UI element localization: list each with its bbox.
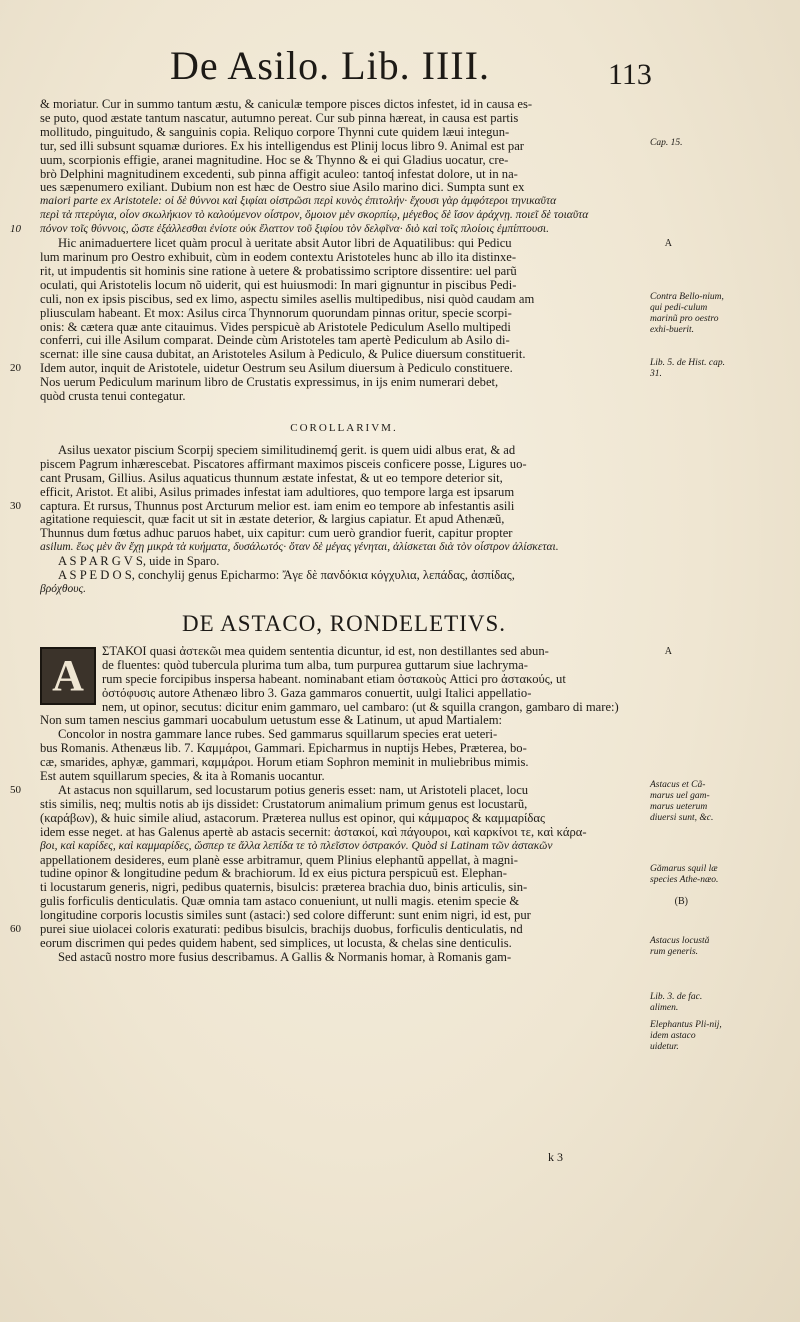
text-line: ti locustarum generis, nigri, pedibus quaternis, bisulcis: præterea brachia duo, binis articulis, sin- xyxy=(40,881,528,895)
running-head-title: De Asilo. Lib. IIII. xyxy=(170,43,490,88)
text-line: bus Romanis. Athenæus lib. 7. Καμμάροι, Gammari. Epicharmus in nuptijs Hebes, Præterea, bo- xyxy=(40,742,527,756)
text-line: cæ, smarides, aphyæ, gammari, καμμάροι. Horum etiam Sophron meminit in muliebribus mimis. xyxy=(40,756,529,770)
greek-line: περὶ τὰ πτερύγια, οἷον σκωλήκιον τὸ καλούμενον οἶστρον, ὅμοιον μὲν σκορπίῳ, μέγεθος δὲ ἴσον ἀράχνῃ. ποιεῖ δὲ τοιαῦτα xyxy=(40,209,589,222)
text-line: eorum discrimen qui pedes quidem habent, sed simplices, ut locusta, & chelas sine denticulis. xyxy=(40,936,512,950)
text-line: oculati, qui Aristotelis locum nõ uiderit, qui est huiusmodi: In mari gignuntur in piscibus Pedi- xyxy=(40,278,517,292)
text-line: tudine opinor & longitudine pedum & brachiorum. Id ex eius pictura perspicuũ est. Elephan- xyxy=(40,867,507,881)
text-line: ues sæpenumero exiliant. Dubium non est hæc de Oestro siue Asilo marino dici. Sumpta sunt ex xyxy=(40,181,525,195)
text-line xyxy=(10,498,648,514)
text-line: mollitudo, pinguitudo, & sanguinis copia. Reliquo corpore Thynni cute quidem læui integun- xyxy=(40,125,510,139)
corollarium-heading: COROLLARIVM. xyxy=(290,421,398,434)
aspedos-entry: A S P E D O S, conchylij genus Epicharmo: Ἄγε δὲ πανδόκια κόγχυλια, λεπάδας, ἀσπίδας, xyxy=(58,569,515,583)
text-line: agitatione requiescit, quæ facit ut sit in æstate deterior, & largius capiatur. Et apud Athenæũ, xyxy=(40,513,505,527)
text-line xyxy=(10,782,648,798)
text-line xyxy=(40,894,688,909)
text-line: onis: & cætera quæ ante citauimus. Vides perspicuè ab Aristotele Pediculum Asello multipedi xyxy=(40,320,511,334)
margin-letter-a: A xyxy=(664,645,672,657)
text-line: rum specie forcipibus inspersa habeant. nominabant etiam ὀστακοὺς Attici pro ἀστακούς, ut xyxy=(102,672,566,686)
line-number-10: 10 xyxy=(10,223,21,236)
marginal-note: Contra Bello-nium, qui pedi-culum marinũ pro oestro exhi-buerit. xyxy=(650,292,724,335)
text-content: Idem autor, inquit de Aristotele, uidetur Oestrum seu Asilum diuersum à Pediculo constituere. xyxy=(40,361,513,376)
text-line: piscem Pagrum inhærescebat. Piscatores affirmant maximos pisceis conficere posse, Ligures uo- xyxy=(40,457,527,471)
paragraph-2 xyxy=(10,236,672,404)
corollarium-text xyxy=(10,443,648,597)
text-content: At astacus non squillarum, sed locustarum potius generis esset: nam, ut Aristoteli placet, locu xyxy=(58,782,529,797)
text-line: culi, non ex ipsis piscibus, sed ex limo, aspectu similes asellis multipedibus, nisi quòd caudam am xyxy=(40,292,535,306)
greek-line: asilum. ἕως μὲν ἂν ἔχῃ μικρὰ τὰ κυήματα, δυσάλωτός· ὅταν δὲ μέγας γένηται, ἁλίσκεται διὰ τὸν οἶστρον ἁλίσκεται. xyxy=(40,541,559,554)
text-line: efficit, Aristot. Et alibi, Asilus primades infestat iam adultiores, quo tempore larga est ipsarum xyxy=(40,485,515,499)
text-line: Concolor in nostra gammare lance rubes. Sed gammarus squillarum species erat ueteri- xyxy=(58,728,498,742)
text-line: scernat: ille sine causa dubitat, an Aristoteles Asilum à Pediculo, & Pulice diuersum constituerit. xyxy=(40,348,526,362)
greek-line xyxy=(10,223,648,237)
text-line: Sed astacũ nostro more fusius describamus. A Gallis & Normanis homar, à Romanis gam- xyxy=(58,950,512,964)
text-line: brò Delphini magnitudinem excedenti, sub pinna affigit aculeo: tantoq́ infestat dolore, ut in na- xyxy=(40,167,518,181)
text-line: uum, scorpionis effigie, aranei magnitudine. Hoc se & Thynno & ei qui Gladius uocatur, cre- xyxy=(40,153,509,167)
text-line: Asilus uexator piscium Scorpij speciem similitudinemq́ gerit. is quem uidi albus erat, & ad xyxy=(58,443,516,457)
text-line xyxy=(10,922,648,937)
asparagus-entry: A S P A R G V S, uide in Sparo. xyxy=(58,555,220,569)
text-line: pliusculam habeant. Et mox: Asilus circa Thynnorum quorundam pinnas oritur, specie scorpi- xyxy=(40,306,512,320)
text-line: Thunnus dum fœtus adhuc paruos habet, uix capitur: cum uerò grandior fuerit, capitur propter xyxy=(40,527,513,541)
margin-letter-a: A xyxy=(664,238,672,250)
signature-mark: k 3 xyxy=(548,1150,563,1164)
text-line: appellationem desideres, eum planè esse arbitramur, quem Plinius elephantũ appellat, à magni- xyxy=(40,853,518,867)
text-line: cant Prusam, Gillius. Asilus aquaticus thunnum æstate infestat, & ut eo tempore deterior sit, xyxy=(40,471,503,485)
text-content: purei siue uiolacei coloris exaturati: pedibus bisulcis, brachijs duobus, forficulis denticulatis, nd xyxy=(40,922,523,937)
text-line: stis similis, neq; multis notis ab ijs dissidet: Crustatorum animalium primum genus est locustarũ, xyxy=(40,797,528,811)
decorated-initial: A xyxy=(40,647,96,705)
aspedos-entry-cont: βρόχθους. xyxy=(40,583,87,595)
text-content: captura. Et rursus, Thunnus post Arcturum melior est. iam enim eo tempore ab infestantis asili xyxy=(40,498,515,513)
marginal-note: Cap. 15. xyxy=(650,138,683,148)
text-line xyxy=(10,361,648,376)
text-line: & moriatur. Cur in summo tantum æstu, & caniculæ tempore pisces dictos infestet, id in causa es- xyxy=(40,98,533,111)
text-line: lum marinum pro Oestro exhibuit, cùm in eodem contextu Aristoteles hunc ab illo ita distinxe- xyxy=(40,250,517,264)
marginal-note: Astacus locustă rum generis. xyxy=(650,936,710,957)
marginal-note: Elephantus Pli-nij, idem astaco uidetur. xyxy=(650,1020,722,1052)
paragraph-1 xyxy=(10,98,648,237)
text-line: Est autem squillarum species, & ita à Romanis uocantur. xyxy=(40,770,325,784)
text-line xyxy=(40,643,672,659)
section-heading: DE ASTACO, RONDELETIVS. xyxy=(182,610,506,636)
text-line: conferri, cui ille Asilum comparat. Deinde cùm Aristoteles tam apertè Pediculum ab Asilo di- xyxy=(40,334,510,348)
greek-line: βοι, καὶ καρίδες, καὶ καμμαρίδες, ὥσπερ τε ἄλλα λεπίδα τε τὸ πλεῖστον ὀστρακόν. Quòd si Latinam τῶν ἀστακῶν xyxy=(40,839,553,852)
marginal-note: Astacus et Cã-marus uel gam-marus ueterum diuersi sunt, &c. xyxy=(650,780,714,823)
marginal-note: Lib. 3. de fac. alimen. xyxy=(650,992,703,1013)
greek-text: πόνον τοῖς θύννοις, ὥστε ἐξάλλεσθαι ἐνίοτε οὐκ ἔλαττον τοῦ ξιφίου τὸν δελφῖνα· διὸ καὶ τοῖς πλοίοις ἐμπίπτουσι. xyxy=(40,223,549,236)
line-number-60: 60 xyxy=(10,923,21,936)
folio-number: 113 xyxy=(608,58,652,91)
line-number-50: 50 xyxy=(10,783,21,796)
text-line: nem, ut opinor, secutus: dicitur enim gammaro, uel cambaro: (ut & squilla crangon, gambaro di mare:) xyxy=(102,700,619,714)
greek-line: maiori parte ex Aristotele: οἱ δὲ θύννοι καὶ ξιφίαι οἰστρῶσι περὶ κυνὸς ἐπιτολήν· ἔχουσι γὰρ ἀμφότεροι τηνικαῦτα xyxy=(40,195,557,208)
text-line: Non sum tamen nescius gammari uocabulum uetustum esse & Latinum, ut apud Martialem: xyxy=(40,714,503,728)
margin-letter-b: (B) xyxy=(674,896,688,908)
marginal-note: Lib. 5. de Hist. cap. 31. xyxy=(650,358,725,379)
text-line: Nos uerum Pediculum marinum libro de Crustatis expressimus, in ijs enim numerari debet, xyxy=(40,376,499,390)
text-line: idem esse neget. at has Galenus apertè ab astacis secernit: ἀστακοί, καὶ πάγουροι, καὶ καρκίνοι τε, καὶ κάρα- xyxy=(40,825,587,839)
text-content: ΣΤΑΚΟΙ quasi ἀστεκῶι mea quidem sententia dicuntur, id est, non destillantes sed abun- xyxy=(102,643,549,658)
text-line: longitudine corporis locustis similes sunt (astaci:) sed colore differunt: sunt enim nigri, id est, pur xyxy=(40,909,531,923)
text-line: de fluentes: quòd tubercula plurima tum alba, tum purpurea guttarum siue lachryma- xyxy=(102,658,528,672)
text-line: quòd crusta tenui contegatur. xyxy=(40,390,186,404)
marginal-note: Gămarus squil læ species Athe-næo. xyxy=(650,864,719,885)
text-line: (καράβων), & huic simile aliud, astacorum. Præterea nullus est opinor, qui κάμμαρος & καμμαρίδας xyxy=(40,811,545,825)
line-number-20: 20 xyxy=(10,362,21,375)
text-content: gulis forficulis denticulatis. Quæ omnia tam astaco conueniunt, ut nulli magis. etenim specie & xyxy=(40,894,520,909)
text-line: se puto, quod æstate tantum nascatur, autumno pereat. Cur sub pinna hæreat, in causa est partis xyxy=(40,111,519,125)
line-number-30: 30 xyxy=(10,499,21,512)
text-content: Hic animaduertere licet quàm procul à ueritate absit Autor libri de Aquatilibus: qui Pedicu xyxy=(58,236,512,251)
text-line: tur, sed illi subsunt squamæ duriores. Ex his intelligendus est Plinij locus libro 9. Animal est par xyxy=(40,139,524,153)
text-line: ὀστόφυσις autore Athenæo libro 3. Gaza gammaros conuertit, uulgi Italici appellatio- xyxy=(102,686,532,700)
text-line: rit, ut impudentis sit hominis sine ratione à uetere & probatissimo scriptore dissentire: uel parũ xyxy=(40,264,517,278)
text-line xyxy=(40,236,672,251)
